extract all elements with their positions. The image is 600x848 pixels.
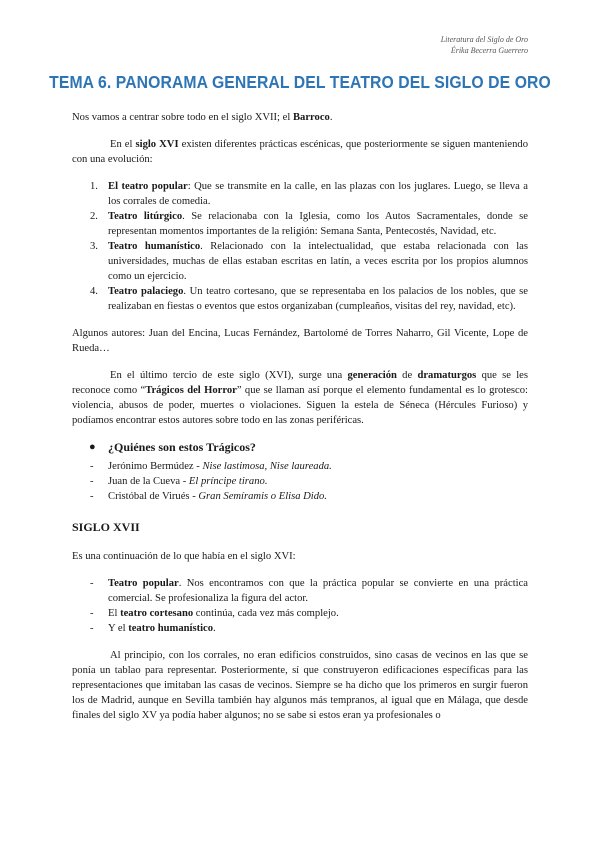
running-header: [441, 34, 528, 56]
list-item: - Juan de la Cueva - El príncipe tirano.: [90, 476, 268, 487]
tragicos-paragraph: En el último tercio de este siglo (XVI), surge una generación de dramaturgos que se les reconoce como “Trágicos del Horror” que se llaman así porque el elemento fundamental es lo grotesco: violencia, abusos de poder, muertes o violaciones. Siguen la estela de Séneca (Hércules Furioso) y podíamos encontrar estos autores sobre todo en las zonas periféricas.: [72, 370, 528, 426]
page-title: TEMA 6. PANORAMA GENERAL DEL TEATRO DEL SIGLO DE ORO: [49, 72, 551, 92]
intro-paragraph: Nos vamos a centrar sobre todo en el siglo XVII; el Barroco.: [72, 112, 333, 123]
authors-paragraph: Algunos autores: Juan del Encina, Lucas Fernández, Bartolomé de Torres Naharro, Gil Vicente, Lope de Rueda…: [72, 328, 528, 354]
header-author: Érika Becerra Guerrero: [450, 46, 528, 55]
corrales-paragraph: Al principio, con los corrales, no eran edificios construidos, sino casas de vecinos en las que se ponía un tablao para representar. Posteriormente, sí que construyeron edificaciones específicas para las representaciones que imitaban las casas de vecinos. Siempre se ha dicho que los primeros en surgir fueron los de Madrid, aunque en Sevilla también hay algunos más tempranos, al igual que en Málaga, que desde finales del siglo XV ya podía haber algunos; no se sabe si estos eran ya profesionales o: [72, 650, 528, 721]
tragicos-question: ● ¿Quiénes son estos Trágicos?: [89, 440, 256, 454]
siglo-xvii-intro: Es una continuación de lo que había en el siglo XVI:: [72, 551, 296, 562]
list-item: - Y el teatro humanístico.: [90, 623, 216, 634]
document-body: [72, 110, 528, 723]
list-item: 1. El teatro popular: Que se transmite en la calle, en las plazas con los juglares. Luego, se lleva a los corrales de comedia.: [90, 181, 528, 207]
list-item: - Teatro popular. Nos encontramos con que la práctica popular se convierte en una práctica comercial. Se profesionaliza la figura del actor.: [90, 578, 528, 604]
list-item: - Cristóbal de Virués - Gran Semíramis o Elisa Dido.: [90, 491, 327, 502]
theatre-types-list: [72, 179, 528, 314]
list-item: - El teatro cortesano continúa, cada vez más complejo.: [90, 608, 339, 619]
header-course: Literatura del Siglo de Oro: [440, 35, 528, 44]
bullet-icon: ●: [89, 441, 96, 453]
list-item: 4. Teatro palaciego. Un teatro cortesano, que se representaba en los palacios de los nobles, que se realizaban en fiestas o eventos que estos organizaban (cumpleaños, visitas del rey, navidad, etc).: [90, 286, 529, 312]
section-heading: SIGLO XVII: [72, 520, 140, 534]
tragicos-list: [72, 459, 528, 504]
siglo-xvii-list: [72, 576, 528, 636]
list-item: 3. Teatro humanístico. Relacionado con la intelectualidad, que estaba relacionada con las universidades, muchas de ellas estaban escritas en latín, a veces escrita por los propios alumnos como un ejercicio.: [90, 241, 528, 282]
siglo-xvi-paragraph: En el siglo XVI existen diferentes prácticas escénicas, que posteriormente se siguen manteniendo con una evolución:: [72, 139, 529, 165]
list-item: - Jerónimo Bermúdez - Nise lastimosa, Nise laureada.: [90, 461, 332, 472]
list-item: 2. Teatro litúrgico. Se relacionaba con la Iglesia, como los Autos Sacramentales, donde se representan momentos importantes de la religión: Semana Santa, Pentecostés, Navidad, etc.: [90, 211, 529, 237]
